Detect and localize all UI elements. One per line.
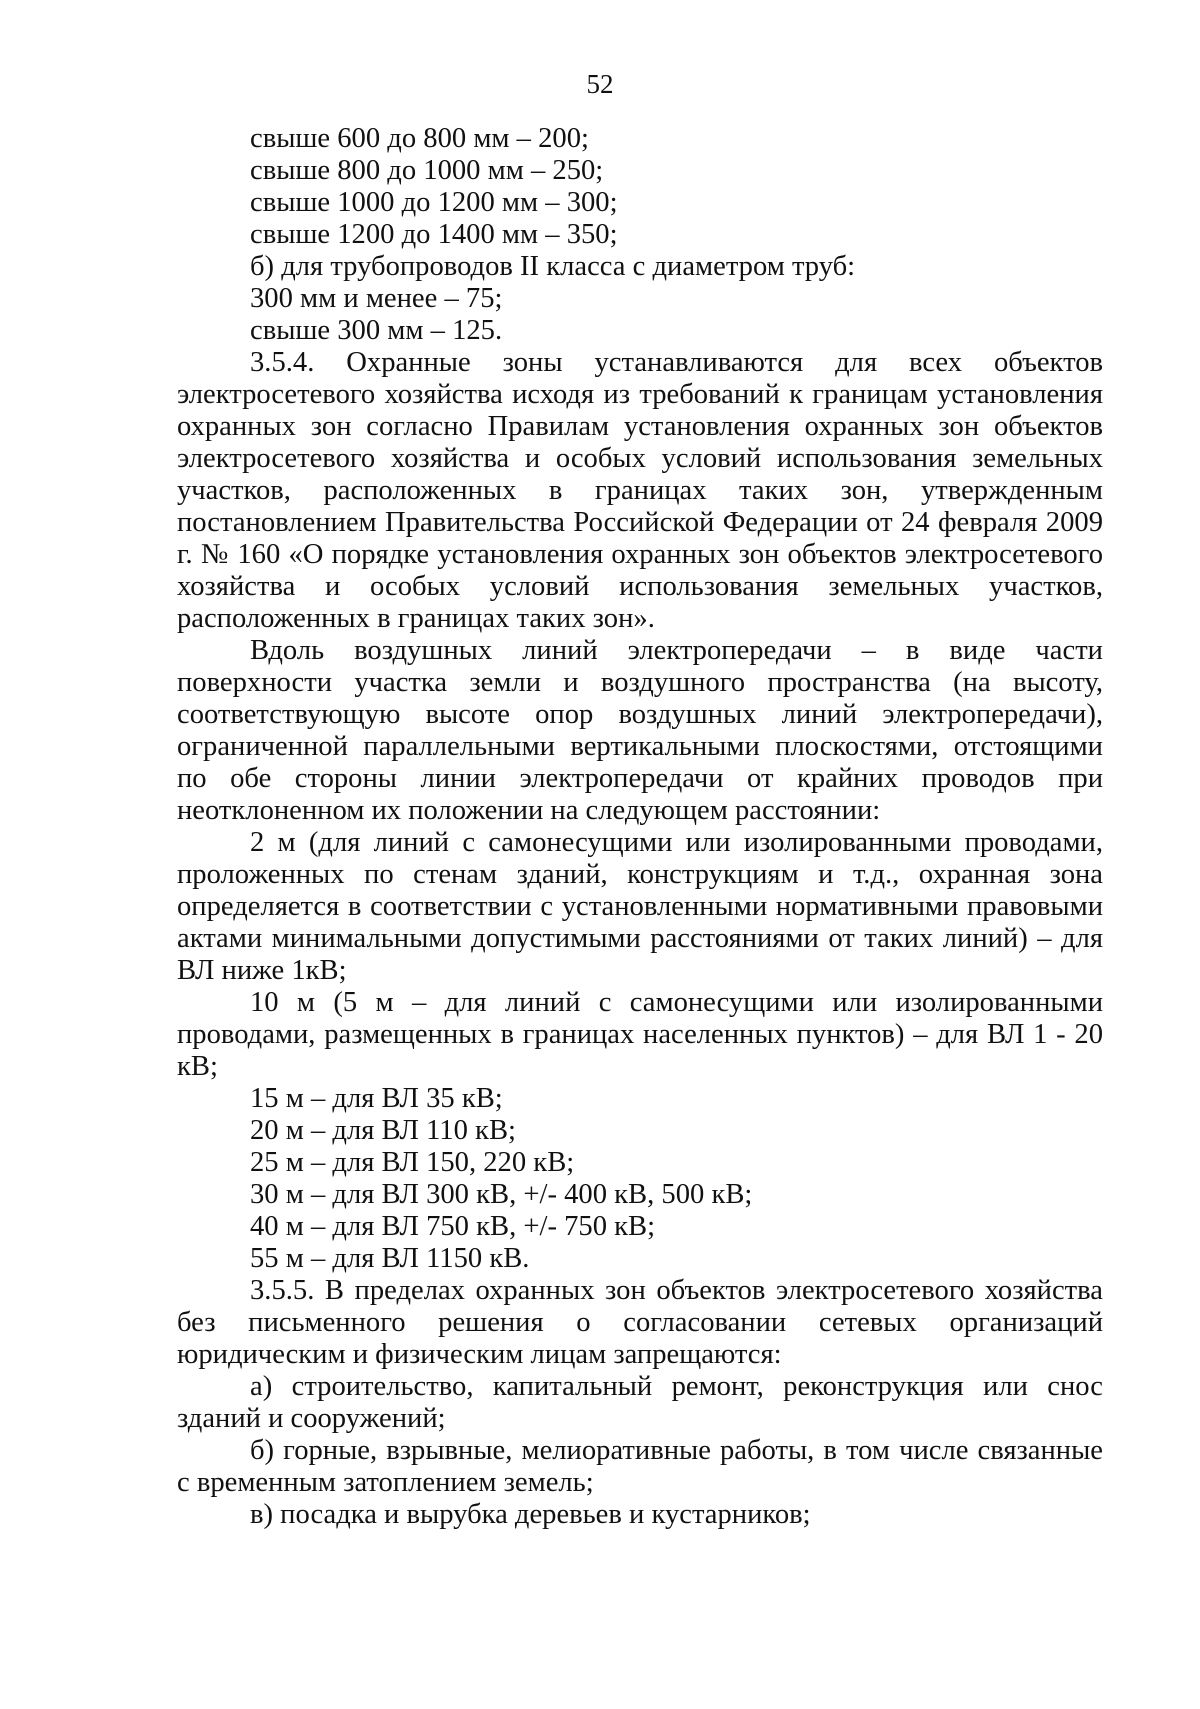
zone-20m: 20 м – для ВЛ 110 кВ;: [250, 1115, 516, 1146]
zone-40m: 40 м – для ВЛ 750 кВ, +/- 750 кВ;: [250, 1211, 656, 1242]
page-number: 52: [586, 69, 614, 99]
zone-25m: 25 м – для ВЛ 150, 220 кВ;: [250, 1147, 575, 1178]
overhead-lines-paragraph: Вдоль воздушных линий электропередачи – в виде части поверхности участка земли и воздушного пространства (на высоту, соответствующую высоте опор воздушных линий электропередачи), ограниченной параллельными вертикальными плоскостями, отстоящими по обе стороны линии электропередачи от крайних проводов при неотклоненном их положении на следующем расстоянии:: [177, 635, 1103, 826]
clause-3-5-5: 3.5.5. В пределах охранных зон объектов электросетевого хозяйства без письменного решения о согласовании сетевых организаций юридическим и физическим лицам запрещаются:: [177, 1275, 1103, 1370]
zone-15m: 15 м – для ВЛ 35 кВ;: [250, 1083, 503, 1114]
class-ii-heading: б) для трубопроводов II класса с диаметром труб:: [250, 251, 856, 282]
list-item-300-less: 300 мм и менее – 75;: [250, 283, 503, 314]
zone-55m: 55 м – для ВЛ 1150 кВ.: [250, 1243, 530, 1274]
list-item-600-800: свыше 600 до 800 мм – 200;: [250, 123, 589, 154]
zone-30m: 30 м – для ВЛ 300 кВ, +/- 400 кВ, 500 кВ;: [250, 1179, 753, 1210]
zone-10m: 10 м (5 м – для линий с самонесущими или изолированными проводами, размещенных в границах населенных пунктов) – для ВЛ 1 - 20 кВ;: [177, 987, 1103, 1082]
prohibition-b: б) горные, взрывные, мелиоративные работы, в том числе связанные с временным затоплением земель;: [177, 1435, 1103, 1498]
list-item-800-1000: свыше 800 до 1000 мм – 250;: [250, 155, 604, 186]
list-item-1000-1200: свыше 1000 до 1200 мм – 300;: [250, 187, 618, 218]
list-item-1200-1400: свыше 1200 до 1400 мм – 350;: [250, 219, 618, 250]
list-item-300-more: свыше 300 мм – 125.: [250, 315, 503, 346]
zone-2m: 2 м (для линий с самонесущими или изолированными проводами, проложенных по стенам зданий, конструкциям и т.д., охранная зона определяется в соответствии с установленными нормативными правовыми актами минимальными допустимыми расстояниями от таких линий) – для ВЛ ниже 1кВ;: [177, 827, 1103, 986]
document-body: [177, 123, 1103, 1531]
prohibition-v: в) посадка и вырубка деревьев и кустарников;: [250, 1499, 811, 1530]
clause-3-5-4: 3.5.4. Охранные зоны устанавливаются для всех объектов электросетевого хозяйства исходя из требований к границам установления охранных зон согласно Правилам установления охранных зон объектов электросетевого хозяйства и особых условий использования земельных участков, расположенных в границах таких зон, утвержденным постановлением Правительства Российской Федерации от 24 февраля 2009 г. № 160 «О порядке установления охранных зон объектов электросетевого хозяйства и особых условий использования земельных участков, расположенных в границах таких зон».: [177, 347, 1103, 634]
prohibition-a: а) строительство, капитальный ремонт, реконструкция или снос зданий и сооружений;: [177, 1371, 1103, 1434]
